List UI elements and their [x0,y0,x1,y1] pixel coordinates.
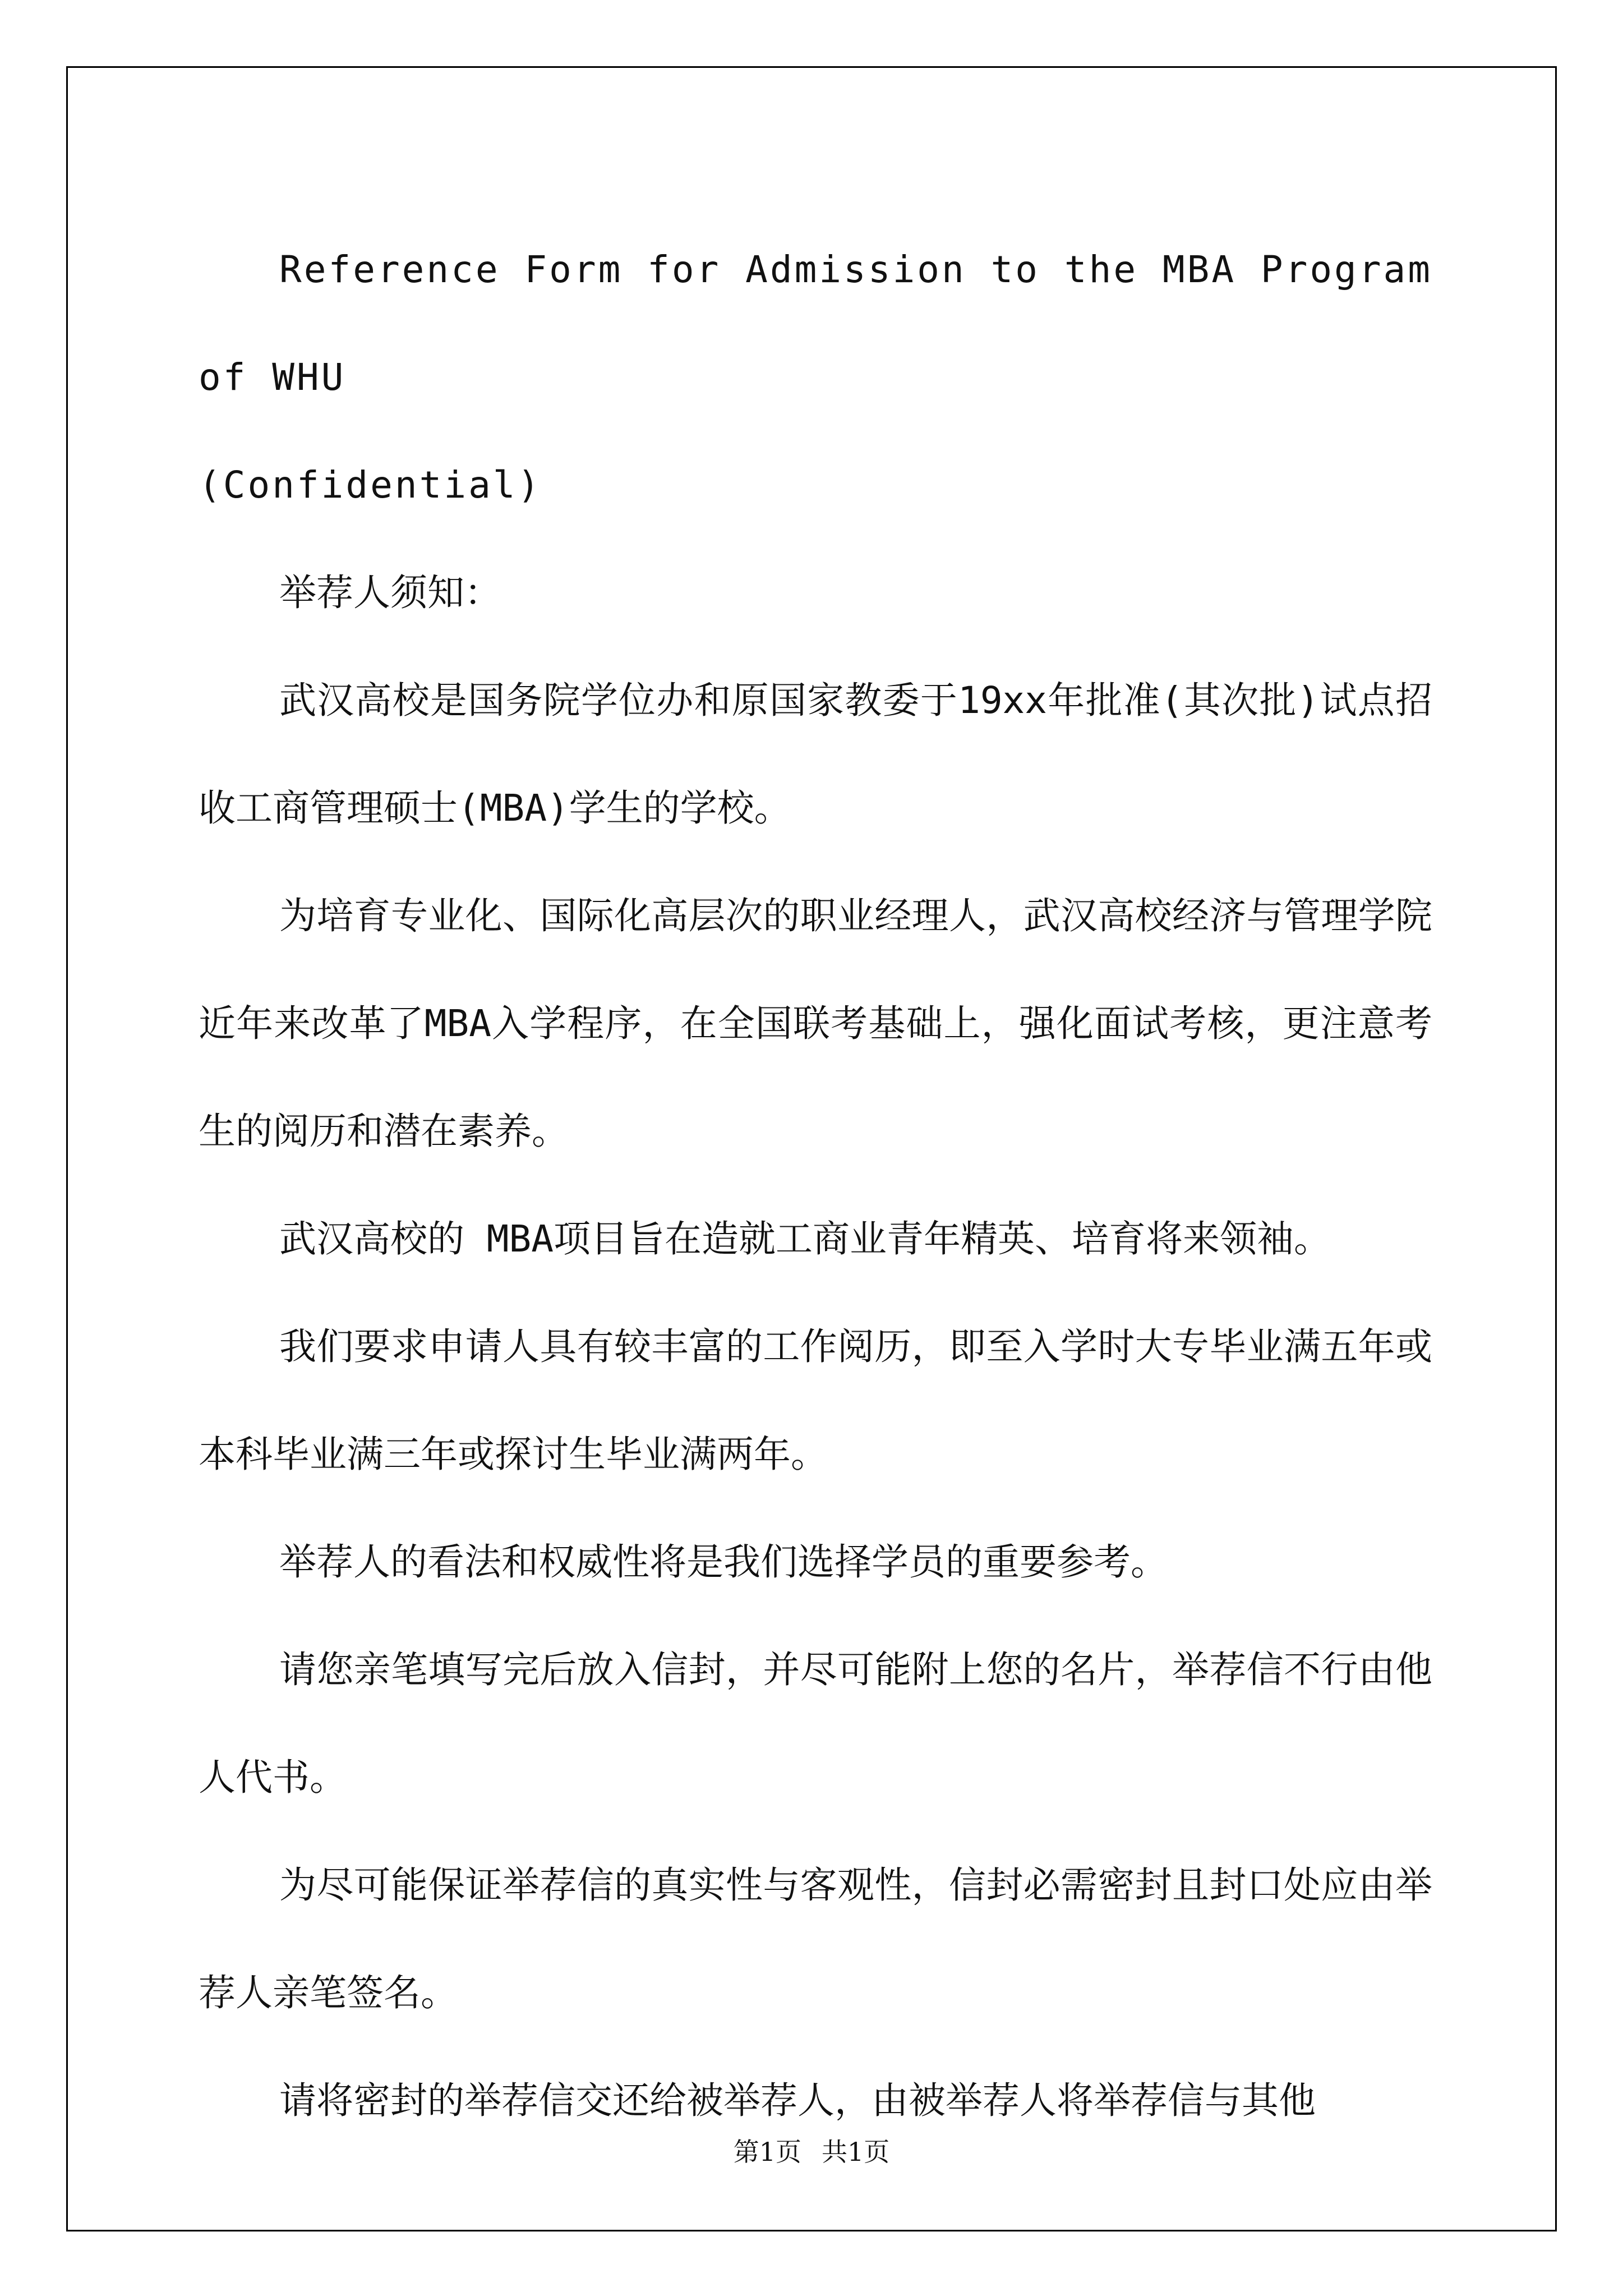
page-footer [0,2132,1623,2169]
page-number-current: 第1页 [733,2137,801,2167]
title-line-2: (Confidential) [199,463,542,507]
paragraph-notice-heading: 举荐人须知： [279,571,501,614]
paragraph-seal-instructions: 为尽可能保证举荐信的真实性与客观性，信封必需密封且封口处应由举荐人亲笔签名。 [199,1864,1432,2014]
paragraph-reform: 为培育专业化、国际化高层次的职业经理人，武汉高校经济与管理学院近年来改革了MBA入学程序，在全国联考基础上，强化面试考核，更注意考生的阅历和潜在素养。 [199,894,1432,1153]
title-line-1: Reference Form for Admission to the MBA Program of WHU [199,248,1457,399]
paragraph-return-instructions: 请将密封的举荐信交还给被举荐人，由被举荐人将举荐信与其他 [279,2079,1316,2122]
paragraph-university-intro: 武汉高校是国务院学位办和原国家教委于19xx年批准(其次批)试点招收工商管理硕士(MBA)学生的学校。 [199,679,1432,830]
page-number-total: 共1页 [822,2137,890,2167]
paragraph-fill-instructions: 请您亲笔填写完后放入信封，并尽可能附上您的名片，举荐信不行由他人代书。 [199,1648,1432,1799]
paragraph-reference-weight: 举荐人的看法和权威性将是我们选择学员的重要参考。 [279,1540,1168,1584]
document-title [199,216,1457,539]
document-body [199,216,1457,2155]
paragraph-program-goal: 武汉高校的 MBA项目旨在造就工商业青年精英、培育将来领袖。 [279,1217,1331,1260]
paragraph-requirements: 我们要求申请人具有较丰富的工作阅历，即至入学时大专毕业满五年或本科毕业满三年或探讨生毕业满两年。 [199,1325,1432,1476]
